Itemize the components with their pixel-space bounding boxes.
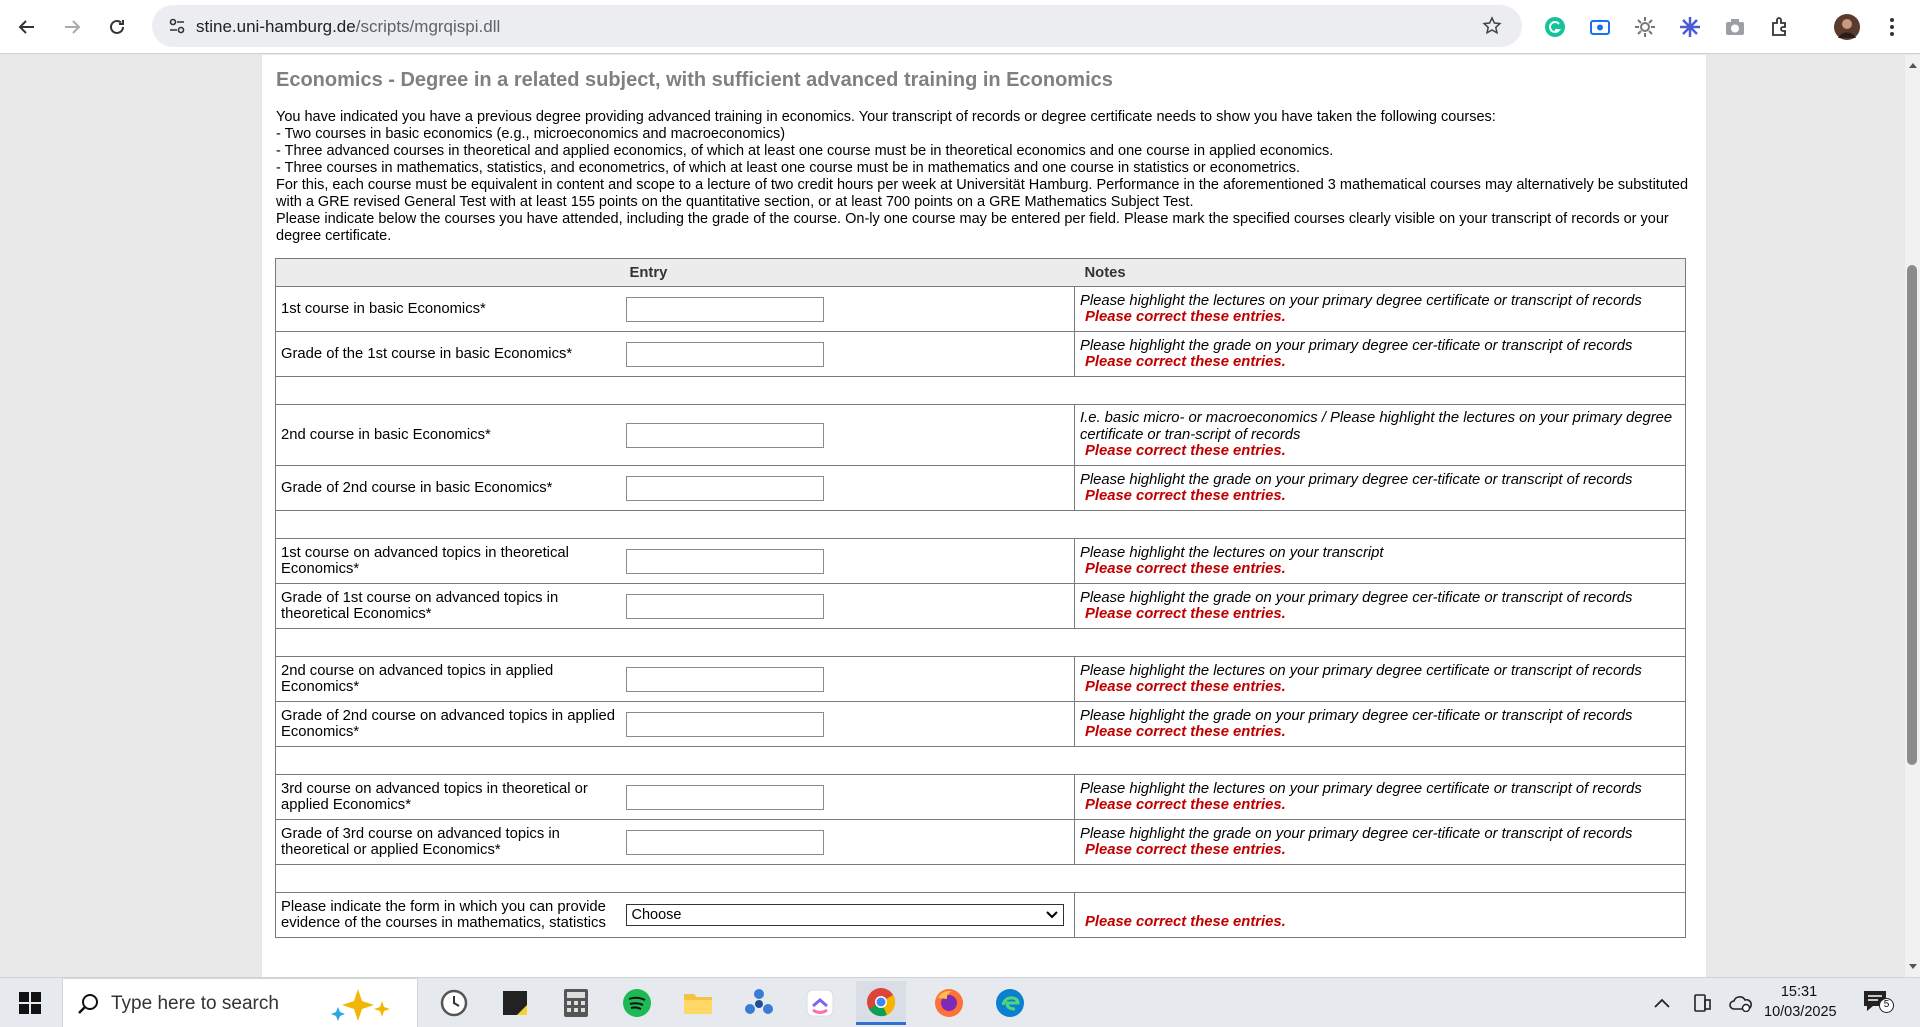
table-row (276, 702, 1686, 747)
table-row (276, 287, 1686, 332)
address-bar[interactable] (152, 5, 1522, 47)
tray-device[interactable] (1687, 988, 1717, 1018)
entry-cell (625, 702, 1075, 747)
notes-cell (1075, 466, 1686, 511)
intro-text (276, 109, 1696, 245)
scroll-down-icon[interactable] (1908, 963, 1918, 971)
note-hint: Please highlight the grade on your primary degree cer-tificate or transcript of records (1080, 825, 1633, 842)
table-row (276, 584, 1686, 629)
notes-cell (1075, 584, 1686, 629)
page-title: Economics - Degree in a related subject, with sufficient advanced training in Economics (276, 69, 1113, 91)
row-label: 2nd course in basic Economics* (276, 405, 625, 466)
network-app-icon (744, 988, 774, 1018)
error-message: Please correct these entries. (1085, 354, 1286, 370)
table-row (276, 775, 1686, 820)
course-1-advanced-theoretical-input[interactable] (626, 549, 824, 574)
spacer-row (276, 629, 1686, 657)
row-label: 1st course in basic Economics* (276, 287, 625, 332)
note-hint: Please highlight the grade on your primary degree cer-tificate or transcript of records (1080, 707, 1633, 724)
url-text: stine.uni-hamburg.de/scripts/mgrqispi.dll (196, 17, 501, 36)
arrow-right-icon (62, 17, 82, 37)
taskbar-edge[interactable] (985, 981, 1035, 1025)
main-content (262, 55, 1706, 977)
entry-cell (625, 657, 1075, 702)
row-label: Grade of the 1st course in basic Economics* (276, 332, 625, 377)
intro-paragraph: - Three advanced courses in theoretical and applied economics, of which at least one course must be in theoretical economics and one course in applied economics. (276, 143, 1334, 159)
chrome-icon (866, 987, 896, 1017)
windows-logo-icon (19, 992, 41, 1014)
grade-1-advanced-theoretical-input[interactable] (626, 594, 824, 619)
header-label (276, 259, 625, 287)
taskbar-firefox[interactable] (924, 981, 974, 1025)
notes-cell (1075, 702, 1686, 747)
evidence-form-select[interactable] (626, 904, 1064, 926)
snowflake-extension-icon[interactable] (1676, 13, 1704, 41)
intro-paragraph: - Two courses in basic economics (e.g., microeconomics and macroeconomics) (276, 126, 786, 142)
brightness-extension-icon[interactable] (1631, 13, 1659, 41)
firefox-icon (934, 988, 964, 1018)
row-label: Grade of 2nd course on advanced topics in applied Economics* (276, 702, 625, 747)
course-1-basic-input[interactable] (626, 297, 824, 322)
copilot-sparkle-icon (328, 987, 398, 1021)
error-message: Please correct these entries. (1085, 913, 1286, 930)
notes-cell (1075, 405, 1686, 466)
taskbar-calculator[interactable] (551, 981, 601, 1025)
table-row (276, 657, 1686, 702)
search-placeholder: Type here to search (111, 993, 279, 1014)
grade-1-basic-input[interactable] (626, 342, 824, 367)
entry-cell (625, 820, 1075, 865)
grade-3-advanced-input[interactable] (626, 830, 824, 855)
profile-avatar[interactable] (1833, 13, 1861, 41)
grade-2-advanced-applied-input[interactable] (626, 712, 824, 737)
site-settings-icon[interactable] (168, 17, 186, 35)
scroll-up-icon[interactable] (1908, 61, 1918, 69)
reload-icon (107, 17, 127, 37)
row-label: 3rd course on advanced topics in theoretical or applied Economics* (276, 775, 625, 820)
taskbar-sticky-notes[interactable] (490, 981, 540, 1025)
notes-cell (1075, 820, 1686, 865)
row-label: Grade of 1st course on advanced topics in theoretical Economics* (276, 584, 625, 629)
calculator-icon (563, 988, 589, 1018)
sticky-notes-icon (501, 989, 529, 1017)
notes-cell (1075, 775, 1686, 820)
notes-cell (1075, 657, 1686, 702)
clickup-icon (806, 989, 834, 1017)
error-message: Please correct these entries. (1085, 606, 1286, 622)
notification-count-badge: 5 (1879, 998, 1894, 1013)
forward-button[interactable] (58, 13, 86, 41)
search-icon (77, 993, 99, 1015)
intro-paragraph: Please indicate below the courses you have attended, including the grade of the course. On-ly one course may be entered per field. Please mark the specified courses clearly visible on your transcript of records or your degree certificate. (276, 211, 1669, 244)
screen-capture-extension-icon[interactable] (1586, 13, 1614, 41)
entry-cell (625, 405, 1075, 466)
entry-cell (625, 893, 1075, 938)
taskbar-app-blue[interactable] (734, 981, 784, 1025)
entry-cell (625, 775, 1075, 820)
table-header (276, 259, 1686, 287)
note-hint: I.e. basic micro- or macroeconomics / Please highlight the lectures on your primary degree certificate or tran-script of records (1080, 410, 1673, 443)
note-hint: Please highlight the lectures on your transcript (1080, 544, 1384, 561)
course-3-advanced-input[interactable] (626, 785, 824, 810)
browser-toolbar (0, 0, 1920, 54)
intro-paragraph: You have indicated you have a previous degree providing advanced training in economics. Your transcript of records or degree certificate needs to show you have taken the following courses: (276, 109, 1496, 125)
scrollbar-thumb[interactable] (1907, 265, 1917, 765)
edge-icon (995, 988, 1025, 1018)
camera-extension-icon[interactable] (1721, 13, 1749, 41)
chevron-up-icon (1654, 998, 1670, 1008)
clock-date: 10/03/2025 (1764, 1004, 1837, 1020)
row-label: Please indicate the form in which you can provide evidence of the courses in mathematics, statistics (276, 893, 625, 938)
notes-cell (1075, 539, 1686, 584)
back-button[interactable] (13, 13, 41, 41)
error-message: Please correct these entries. (1085, 842, 1286, 858)
entry-cell (625, 584, 1075, 629)
start-button[interactable] (0, 978, 60, 1027)
entry-cell (625, 332, 1075, 377)
note-hint: Please highlight the lectures on your primary degree certificate or transcript of records (1080, 292, 1642, 309)
table-row (276, 405, 1686, 466)
row-label: 1st course on advanced topics in theoretical Economics* (276, 539, 625, 584)
header-entry: Entry (625, 259, 1075, 287)
course-entry-table (275, 258, 1686, 938)
intro-paragraph: For this, each course must be equivalent in content and scope to a lecture of two credit hours per week at Universität Hamburg. Performance in the aforementioned 3 mathematical courses may alternatively be substituted with a GRE revised General Test with at least 155 points on the quantitative section, or at least 700 points on a GRE Mathematics Subject Test. (276, 177, 1689, 210)
note-hint: Please highlight the grade on your primary degree cer-tificate or transcript of records (1080, 337, 1633, 354)
row-label: Grade of 2nd course in basic Economics* (276, 466, 625, 511)
course-2-basic-input[interactable] (626, 423, 824, 448)
clock-time: 15:31 (1780, 984, 1818, 1000)
arrow-left-icon (17, 17, 37, 37)
bookmark-star-icon[interactable] (1482, 16, 1502, 36)
note-hint: Please highlight the lectures on your primary degree certificate or transcript of records (1080, 780, 1642, 797)
spacer-row (276, 747, 1686, 775)
spacer-row (276, 377, 1686, 405)
table-row (276, 539, 1686, 584)
table-row (276, 893, 1686, 938)
entry-cell (625, 466, 1075, 511)
entry-cell (625, 287, 1075, 332)
error-message: Please correct these entries. (1085, 488, 1286, 504)
notes-cell (1075, 893, 1686, 938)
extensions-puzzle-icon[interactable] (1766, 13, 1794, 41)
notification-center-button[interactable] (1862, 988, 1902, 1018)
table-row (276, 820, 1686, 865)
taskbar-file-explorer[interactable] (673, 981, 723, 1025)
tray-onedrive[interactable] (1726, 988, 1756, 1018)
table-row (276, 332, 1686, 377)
error-message: Please correct these entries. (1085, 309, 1286, 325)
taskbar-clickup[interactable] (795, 981, 845, 1025)
notes-cell (1075, 332, 1686, 377)
intro-paragraph: - Three courses in mathematics, statistics, and econometrics, of which at least one course must be in mathematics and one course in statistics or econometrics. (276, 160, 1301, 176)
row-label: 2nd course on advanced topics in applied Economics* (276, 657, 625, 702)
error-message: Please correct these entries. (1085, 724, 1286, 740)
select-value: Choose (631, 907, 682, 923)
spotify-icon (622, 988, 652, 1018)
error-message: Please correct these entries. (1085, 443, 1286, 460)
row-label: Grade of 3rd course on advanced topics in theoretical or applied Economics* (276, 820, 625, 865)
header-notes: Notes (1075, 259, 1686, 287)
reload-button[interactable] (103, 13, 131, 41)
chevron-down-icon (1045, 910, 1059, 920)
notes-cell (1075, 287, 1686, 332)
error-message: Please correct these entries. (1085, 561, 1286, 577)
error-message: Please correct these entries. (1085, 679, 1286, 695)
spacer-row (276, 865, 1686, 893)
taskbar-clock-app[interactable] (429, 981, 479, 1025)
cloud-sync-icon (1729, 994, 1753, 1012)
grammarly-extension-icon[interactable] (1541, 13, 1569, 41)
taskbar-search[interactable] (62, 978, 418, 1027)
taskbar-spotify[interactable] (612, 981, 662, 1025)
course-2-advanced-applied-input[interactable] (626, 667, 824, 692)
taskbar-clock[interactable] (1764, 982, 1837, 1022)
note-hint: Please highlight the grade on your primary degree cer-tificate or transcript of records (1080, 471, 1633, 488)
clock-app-icon (439, 988, 469, 1018)
tray-overflow-chevron[interactable] (1647, 988, 1677, 1018)
page-viewport (0, 55, 1905, 977)
note-hint: Please highlight the lectures on your primary degree certificate or transcript of records (1080, 662, 1642, 679)
error-message: Please correct these entries. (1085, 797, 1286, 813)
grade-2-basic-input[interactable] (626, 476, 824, 501)
folder-icon (683, 990, 713, 1016)
page-scrollbar[interactable] (1905, 55, 1920, 977)
table-row (276, 466, 1686, 511)
note-hint: Please highlight the grade on your primary degree cer-tificate or transcript of records (1080, 589, 1633, 606)
browser-menu-icon[interactable] (1878, 13, 1906, 41)
windows-taskbar (0, 977, 1920, 1027)
spacer-row (276, 511, 1686, 539)
taskbar-chrome[interactable] (856, 981, 906, 1025)
entry-cell (625, 539, 1075, 584)
device-icon (1693, 993, 1711, 1013)
